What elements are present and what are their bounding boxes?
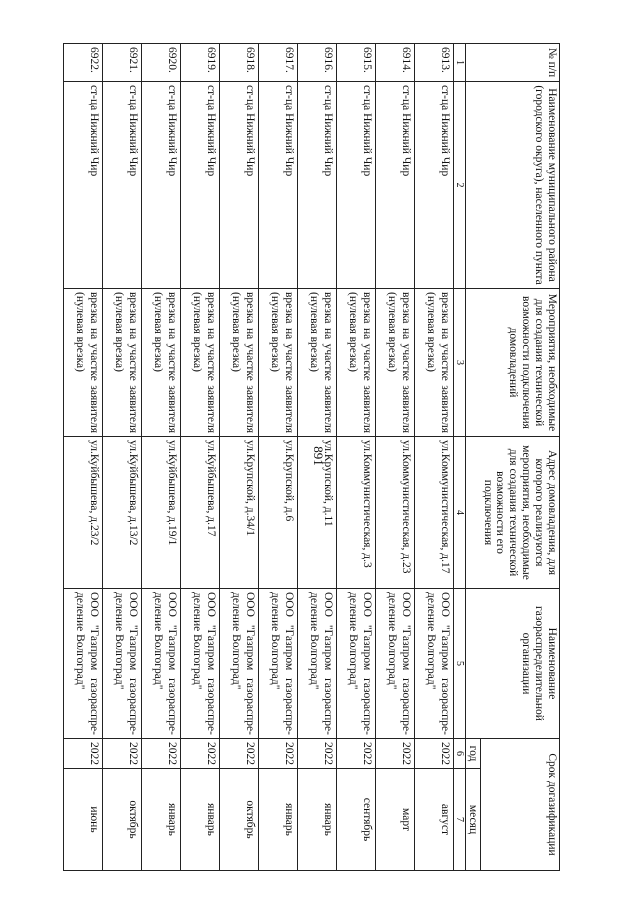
month-cell: сентябрь: [337, 769, 376, 871]
row-number: 6917.: [259, 44, 298, 82]
column-number: 2: [454, 82, 466, 289]
organization-cell: ООО "Газпром газораспре-деление Волгоград": [142, 589, 181, 739]
header-address: Адрес домовладения, для которого реализуются мероприятия, необходимые для создания технической возможности его подключения: [466, 437, 560, 589]
year-cell: 2022: [142, 739, 181, 769]
column-number: 6: [454, 739, 466, 769]
column-number: 7: [454, 769, 466, 871]
organization-cell: ООО "Газпром газораспре-деление Волгоград": [259, 589, 298, 739]
month-cell: октябрь: [220, 769, 259, 871]
row-number: 6914.: [376, 44, 415, 82]
header-month: месяц: [466, 769, 481, 871]
table-row: [220, 44, 259, 871]
year-cell: 2022: [298, 739, 337, 769]
address-cell: ул.Крупской, д.34/1: [220, 437, 259, 589]
year-cell: 2022: [337, 739, 376, 769]
year-cell: 2022: [376, 739, 415, 769]
organization-cell: ООО "Газпром газораспре-деление Волгоград": [337, 589, 376, 739]
month-cell: июнь: [64, 769, 103, 871]
settlement-cell: ст-ца Нижний Чир: [181, 82, 220, 289]
year-cell: 2022: [181, 739, 220, 769]
settlement-cell: ст-ца Нижний Чир: [337, 82, 376, 289]
header-deadline: Срок догазификации: [481, 739, 560, 871]
address-cell: ул.Крупской, д.11: [298, 437, 337, 589]
organization-cell: ООО "Газпром газораспре-деление Волгоград": [298, 589, 337, 739]
column-number: 5: [454, 589, 466, 739]
settlement-cell: ст-ца Нижний Чир: [142, 82, 181, 289]
table-row: [103, 44, 142, 871]
row-number: 6922.: [64, 44, 103, 82]
activity-cell: врезка на участке заявителя (нулевая врезка): [298, 289, 337, 437]
address-cell: ул.Куйбышева, д.23/2: [64, 437, 103, 589]
year-cell: 2022: [220, 739, 259, 769]
header-year: год: [466, 739, 481, 769]
address-cell: ул.Коммунистическая, д.17: [415, 437, 454, 589]
table-row: [142, 44, 181, 871]
address-cell: ул.Коммунистическая, д.3: [337, 437, 376, 589]
month-cell: январь: [259, 769, 298, 871]
settlement-cell: ст-ца Нижний Чир: [298, 82, 337, 289]
address-cell: ул.Крупской, д.6: [259, 437, 298, 589]
month-cell: август: [415, 769, 454, 871]
rotated-table-container: [73, 43, 560, 870]
year-cell: 2022: [103, 739, 142, 769]
row-number: 6919.: [181, 44, 220, 82]
header-settlement: Наименование муниципального района (городского округа), населенного пункта: [466, 82, 560, 289]
header-number: № п/п: [466, 44, 560, 82]
row-number: 6921.: [103, 44, 142, 82]
organization-cell: ООО "Газпром газораспре-деление Волгоград": [181, 589, 220, 739]
organization-cell: ООО "Газпром газораспре-деление Волгоград": [376, 589, 415, 739]
organization-cell: ООО "Газпром газораспре-деление Волгоград": [103, 589, 142, 739]
row-number: 6920.: [142, 44, 181, 82]
address-cell: ул.Куйбышева, д.17: [181, 437, 220, 589]
column-number: 4: [454, 437, 466, 589]
settlement-cell: ст-ца Нижний Чир: [376, 82, 415, 289]
activity-cell: врезка на участке заявителя (нулевая врезка): [181, 289, 220, 437]
activity-cell: врезка на участке заявителя (нулевая врезка): [337, 289, 376, 437]
page-number: 891: [311, 446, 326, 466]
address-cell: ул.Коммунистическая, д.23: [376, 437, 415, 589]
table-row: [259, 44, 298, 871]
activity-cell: врезка на участке заявителя (нулевая врезка): [259, 289, 298, 437]
table-row: [376, 44, 415, 871]
activity-cell: врезка на участке заявителя (нулевая врезка): [64, 289, 103, 437]
column-number: 1: [454, 44, 466, 82]
month-cell: март: [376, 769, 415, 871]
row-number: 6913.: [415, 44, 454, 82]
year-cell: 2022: [259, 739, 298, 769]
address-cell: ул.Куйбышева, д.19/1: [142, 437, 181, 589]
table-row: [64, 44, 103, 871]
address-cell: ул.Куйбышева, д.13/2: [103, 437, 142, 589]
month-cell: январь: [181, 769, 220, 871]
row-number: 6916.: [298, 44, 337, 82]
settlement-cell: ст-ца Нижний Чир: [220, 82, 259, 289]
month-cell: январь: [142, 769, 181, 871]
header-organization: Наименование газораспределительной организации: [466, 589, 560, 739]
activity-cell: врезка на участке заявителя (нулевая врезка): [220, 289, 259, 437]
organization-cell: ООО "Газпром газораспре-деление Волгоград": [220, 589, 259, 739]
month-cell: октябрь: [103, 769, 142, 871]
month-cell: январь: [298, 769, 337, 871]
year-cell: 2022: [415, 739, 454, 769]
organization-cell: ООО "Газпром газораспре-деление Волгоград": [415, 589, 454, 739]
organization-cell: ООО "Газпром газораспре-деление Волгоград": [64, 589, 103, 739]
settlement-cell: ст-ца Нижний Чир: [259, 82, 298, 289]
gasification-table: [63, 43, 560, 871]
settlement-cell: ст-ца Нижний Чир: [64, 82, 103, 289]
table-row: [337, 44, 376, 871]
row-number: 6915.: [337, 44, 376, 82]
table-row: [181, 44, 220, 871]
table-row: [415, 44, 454, 871]
settlement-cell: ст-ца Нижний Чир: [103, 82, 142, 289]
column-number: 3: [454, 289, 466, 437]
activity-cell: врезка на участке заявителя (нулевая врезка): [376, 289, 415, 437]
year-cell: 2022: [64, 739, 103, 769]
activity-cell: врезка на участке заявителя (нулевая врезка): [415, 289, 454, 437]
activity-cell: врезка на участке заявителя (нулевая врезка): [103, 289, 142, 437]
activity-cell: врезка на участке заявителя (нулевая врезка): [142, 289, 181, 437]
row-number: 6918.: [220, 44, 259, 82]
header-activity: Мероприятия, необходимые для создания технической возможности подключения домовладений: [466, 289, 560, 437]
settlement-cell: ст-ца Нижний Чир: [415, 82, 454, 289]
table-row: [298, 44, 337, 871]
